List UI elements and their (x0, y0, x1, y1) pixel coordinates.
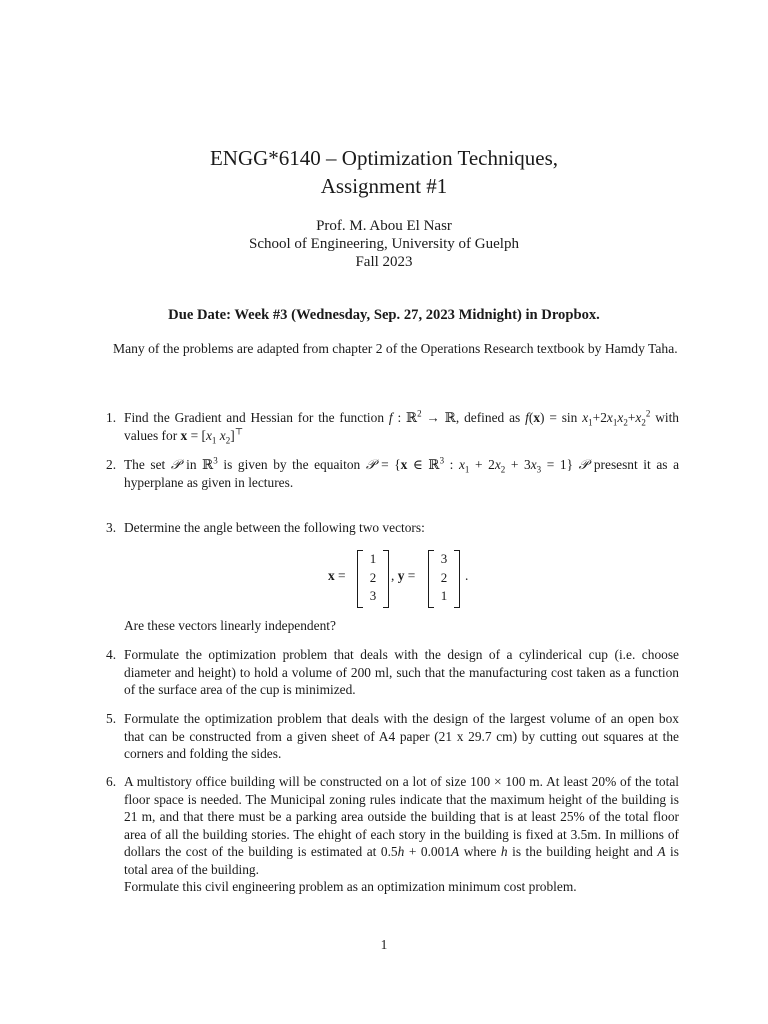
problem-text: Find the Gradient and Hessian for the function f : ℝ$^2$ → ℝ, defined as $f(x) = \sin x_1+2x_1x_2+x_2^2$ with values for $x = [x_1$ $x_2]^⊤$ (124, 408, 679, 446)
vector-x-entry: 3 (369, 588, 377, 603)
problem-text: Formulate the optimization problem that deals with the design of a cylinderical cup (i.e. choose diameter and height) to hold a volume of 200 ml, such that the manufacturing cost taken as a function of the surface area of the cup is minimized. (124, 647, 679, 697)
problem-number: 3. (106, 520, 117, 535)
vector-x-entry: 2 (369, 569, 377, 585)
function-definition-math: f (525, 410, 529, 425)
vector-y-entry: 3 (440, 551, 448, 566)
page-number: 1 (380, 937, 388, 952)
vector-x-label: x = (328, 568, 346, 583)
vector-y (436, 550, 452, 606)
problem-number: 1. (106, 410, 117, 425)
problem-text: The set 𝒫 in ℝ$^3$ is given by the equaiton 𝒫 = {x ∈ ℝ$^3$ : $x_1 + 2x_2 + 3x_3 = 1$} 𝒫 presesnt it as a hyperplane as given in lectures. (124, 455, 680, 490)
vector-definition-math: x (180, 427, 188, 443)
bracket-right-y (454, 550, 460, 608)
problem-number: 5. (106, 711, 117, 726)
vector-equation (0, 550, 600, 606)
bracket-right-x (383, 550, 389, 608)
author-name: Prof. M. Abou El Nasr (316, 218, 452, 234)
problem-text: Formulate the optimization problem that deals with the design of the largest volume of an open box that can be constructed from a given sheet of A4 paper (21 x 29.7 cm) by cutting out squares at the corners and folding the sides. (124, 711, 679, 761)
bracket-left-y (428, 550, 434, 608)
due-date: Due Date: Week #3 (Wednesday, Sep. 27, 2023 Midnight) in Dropbox. (168, 307, 600, 323)
problem-number: 6. (106, 774, 117, 789)
document-title-line1: ENGG*6140 – Optimization Techniques, (209, 146, 559, 170)
vector-y-entry: 2 (440, 569, 448, 585)
problem-number: 2. (106, 457, 117, 472)
equation-period: . (465, 568, 469, 583)
intro-paragraph: Many of the problems are adapted from chapter 2 of the Operations Research textbook by Hamdy Taha. (113, 341, 678, 356)
set-definition-math: 𝒫 = {x ∈ ℝ$^3$ : $x_1 + 2x_2 + 3x_3 = 1$} (365, 455, 573, 475)
document-title-line2: Assignment #1 (320, 174, 448, 198)
problem-text: A multistory office building will be constructed on a lot of size 100 × 100 m. At least 20% of the total floor space is needed. The Municipal zoning rules indicate that the maximum height of the building is 21 m, and that there must be a parking area outside the building that is at least 25% of the total floor area of all the building stories. The ehight of each story in the building is fixed at 3.5m. In millions of dollars the cost of the building is estimated at 0.5h + 0.001A where h is the building height and A is total area of the building. Formulate this civil engineering problem as an optimization minimum cost problem. (124, 774, 679, 894)
bracket-left-x (357, 550, 363, 608)
vector-y-entry: 1 (440, 588, 448, 603)
problem-number: 4. (106, 647, 117, 662)
author-affiliation: School of Engineering, University of Guelph (249, 236, 519, 252)
problem-text: Determine the angle between the following two vectors: (124, 520, 425, 535)
vector-x (365, 550, 381, 606)
vector-x-entry: 1 (369, 551, 377, 566)
function-signature-math: f (388, 410, 393, 425)
term-date: Fall 2023 (355, 254, 413, 270)
cost-expression-math: 0.5h + 0.001A (380, 844, 460, 859)
problem-followup-text: Are these vectors linearly independent? (124, 618, 336, 633)
vector-y-label: , y = (391, 568, 416, 583)
